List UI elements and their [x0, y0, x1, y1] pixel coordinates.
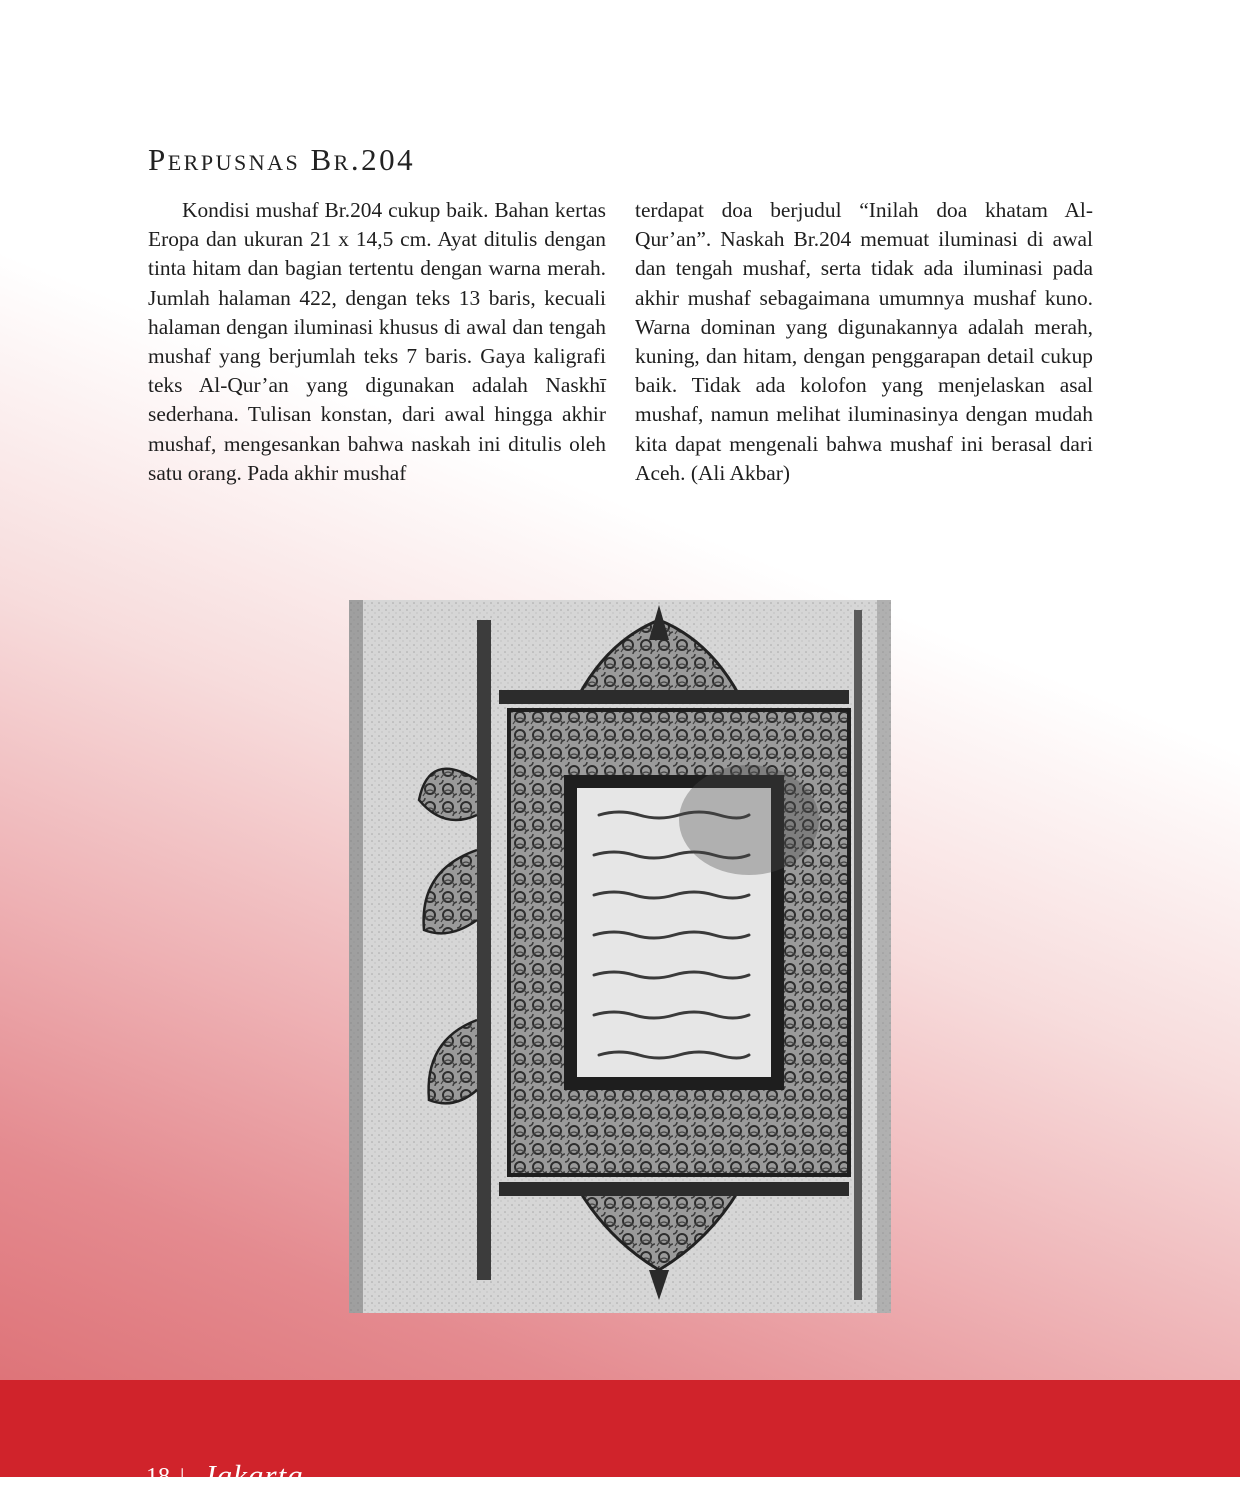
manuscript-illumination-photo	[349, 600, 891, 1313]
body-column-left: Kondisi mushaf Br.204 cukup baik. Bahan kertas Eropa dan ukuran 21 x 14,5 cm. Ayat ditulis dengan tinta hitam dan bagian tertentu dengan warna merah. Jumlah halaman 422, dengan teks 13 baris, kecuali halaman dengan iluminasi khusus di awal dan tengah mushaf yang berjumlah teks 7 baris. Gaya kaligrafi teks Al-Qur’an yang digunakan adalah Naskhī sederhana. Tulisan konstan, dari awal hingga akhir mushaf, mengesankan bahwa naskah ini ditulis oleh satu orang. Pada akhir mushaf	[148, 198, 606, 485]
footer-city: Jakarta	[202, 1458, 304, 1493]
body-column-right: terdapat doa berjudul “Inilah doa khatam Al-Qur’an”. Naskah Br.204 memuat iluminasi di awal dan tengah mushaf, serta tidak ada iluminasi pada akhir mushaf sebagaimana umumnya mushaf kuno. Warna dominan yang digunakannya adalah merah, kuning, dan hitam, dengan penggarapan detail cukup baik. Tidak ada kolofon yang menjelaskan asal mushaf, namun melihat iluminasinya dengan mudah kita dapat mengenali bahwa mushaf ini berasal dari Aceh. (Ali Akbar)	[635, 198, 1093, 485]
page-number: 18	[146, 1464, 170, 1490]
left-vertical-rule	[477, 620, 491, 1280]
footer-separator: |	[180, 1464, 185, 1489]
footer-bar	[0, 1380, 1240, 1477]
section-heading: Perpusnas Br.204	[148, 142, 416, 177]
